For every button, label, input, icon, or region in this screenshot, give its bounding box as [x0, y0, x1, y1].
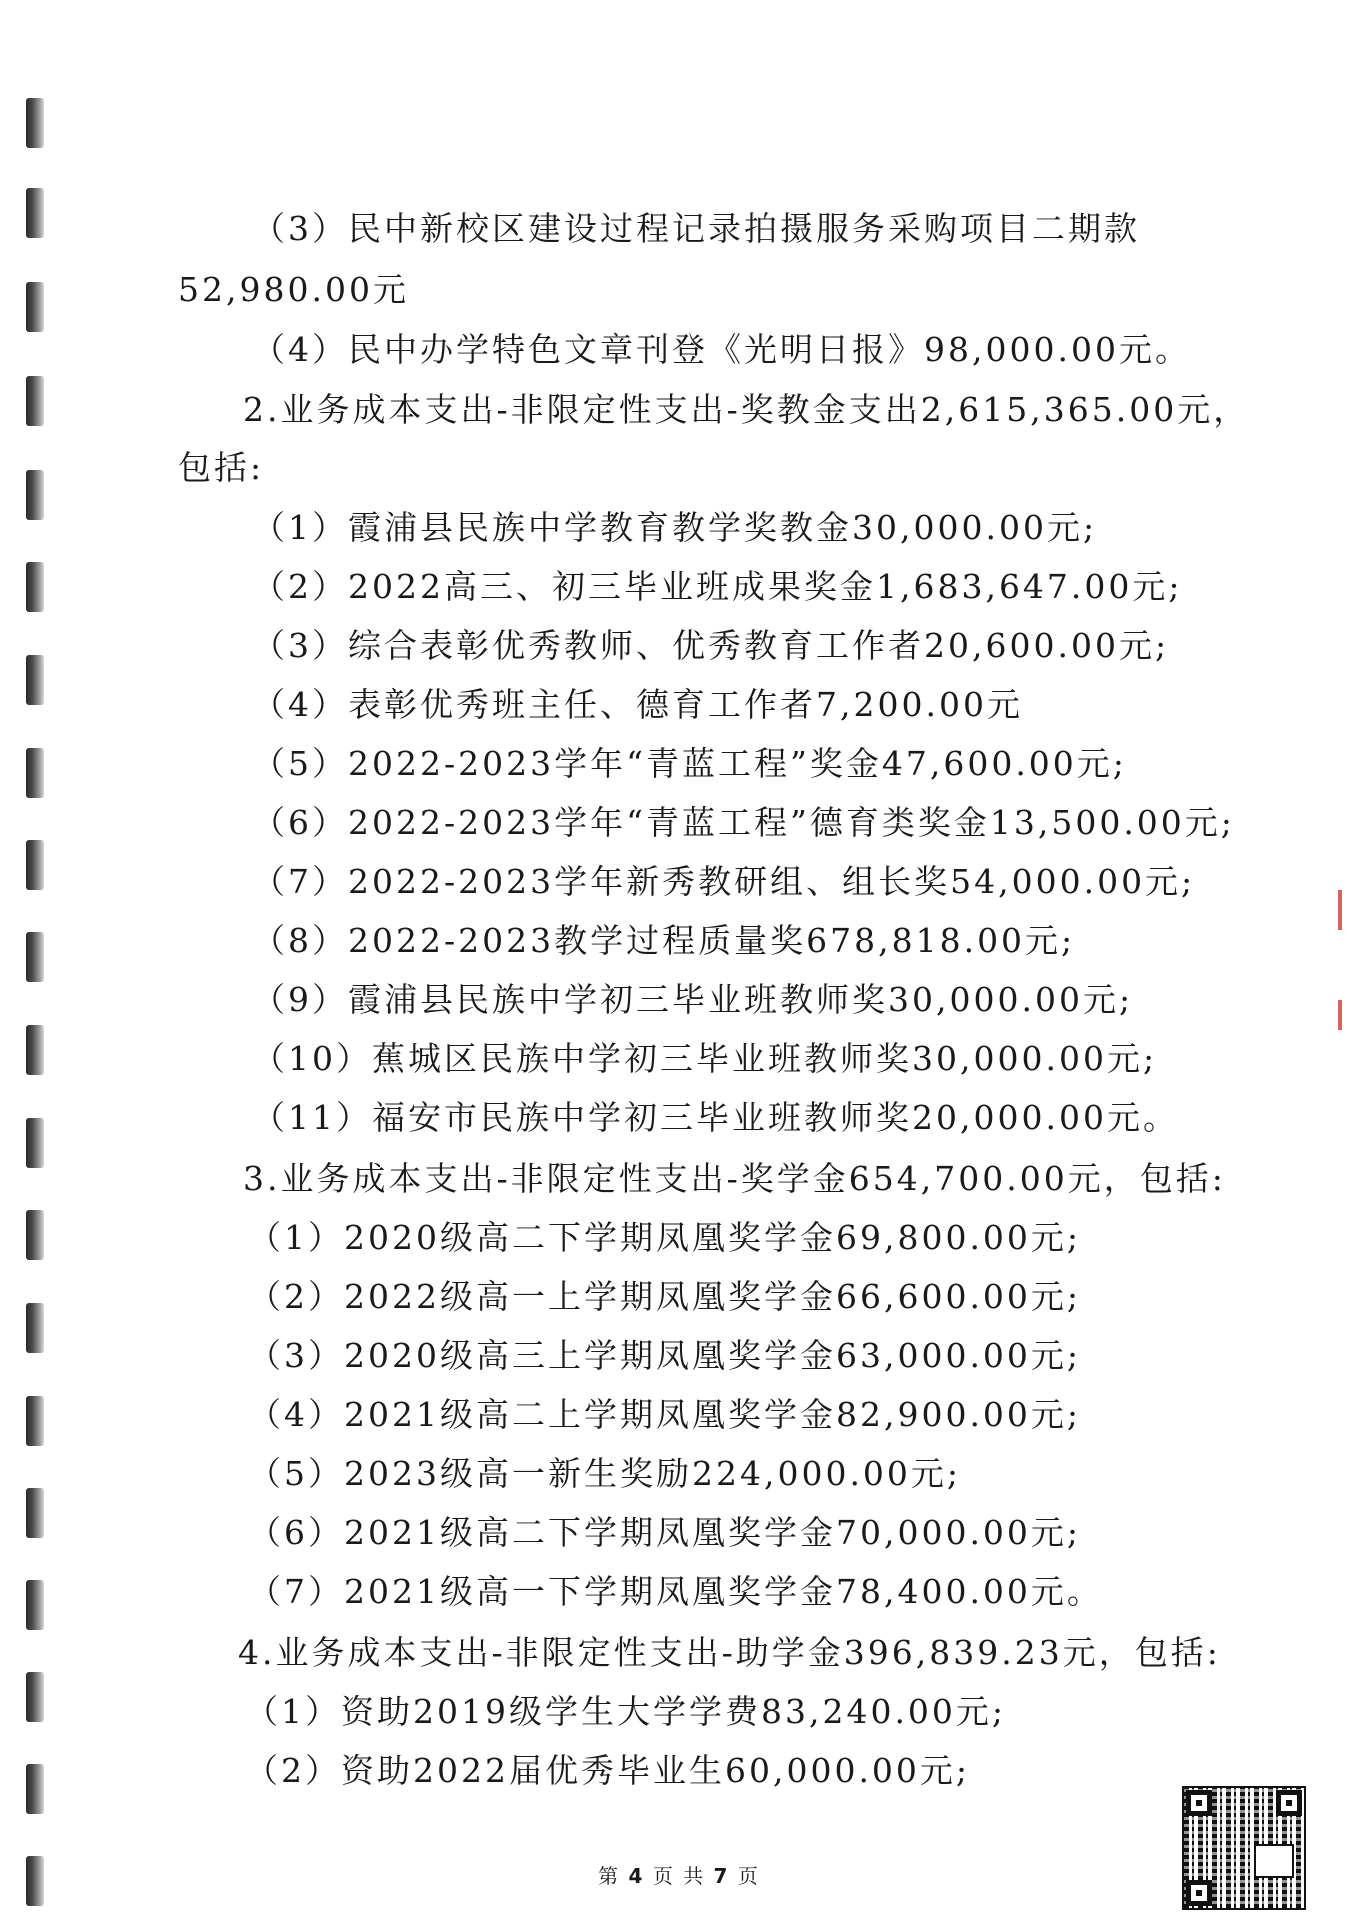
- footer-suffix: 页: [737, 1864, 760, 1888]
- text-line: （4）2021级高二上学期凤凰奖学金82,900.00元;: [248, 1395, 1082, 1434]
- text-line: （4）表彰优秀班主任、德育工作者7,200.00元: [252, 685, 1023, 724]
- text-line: （3）综合表彰优秀教师、优秀教育工作者20,600.00元;: [252, 626, 1170, 665]
- footer-prefix: 第: [598, 1864, 621, 1888]
- current-page-number: 4: [628, 1864, 645, 1888]
- text-line: 包括:: [178, 448, 265, 487]
- text-line: （6）2021级高二下学期凤凰奖学金70,000.00元;: [248, 1513, 1082, 1552]
- text-line: 52,980.00元: [178, 270, 409, 309]
- text-line: （11）福安市民族中学初三毕业班教师奖20,000.00元。: [252, 1098, 1179, 1137]
- text-line: （9）霞浦县民族中学初三毕业班教师奖30,000.00元;: [252, 980, 1134, 1019]
- text-line: 2.业务成本支出-非限定性支出-奖教金支出2,615,365.00元，: [243, 390, 1250, 429]
- text-line: （7）2021级高一下学期凤凰奖学金78,400.00元。: [248, 1572, 1103, 1611]
- text-line: （1）霞浦县民族中学教育教学奖教金30,000.00元;: [252, 508, 1098, 547]
- text-line: （1）资助2019级学生大学学费83,240.00元;: [245, 1692, 1007, 1731]
- text-line: （7）2022-2023学年新秀教研组、组长奖54,000.00元;: [252, 862, 1196, 901]
- text-line: （4）民中办学特色文章刊登《光明日报》98,000.00元。: [252, 330, 1191, 369]
- text-line: （8）2022-2023教学过程质量奖678,818.00元;: [252, 921, 1076, 960]
- text-line: （2）资助2022届优秀毕业生60,000.00元;: [245, 1751, 971, 1790]
- page-footer: [0, 1860, 1358, 1889]
- text-line: 4.业务成本支出-非限定性支出-助学金396,839.23元，包括:: [238, 1633, 1221, 1672]
- text-line: 3.业务成本支出-非限定性支出-奖学金654,700.00元，包括:: [243, 1159, 1226, 1198]
- text-line: （10）蕉城区民族中学初三毕业班教师奖30,000.00元;: [252, 1039, 1158, 1078]
- text-line: （2）2022高三、初三毕业班成果奖金1,683,647.00元;: [252, 567, 1183, 606]
- text-line: （3）2020级高三上学期凤凰奖学金63,000.00元;: [248, 1336, 1082, 1375]
- text-line: （6）2022-2023学年“青蓝工程”德育类奖金13,500.00元;: [252, 803, 1235, 842]
- qr-seal-badge: [1254, 1844, 1294, 1878]
- text-line: （5）2023级高一新生奖励224,000.00元;: [248, 1454, 962, 1493]
- footer-middle: 页 共: [652, 1864, 706, 1888]
- total-page-number: 7: [713, 1864, 730, 1888]
- text-line: （1）2020级高二下学期凤凰奖学金69,800.00元;: [248, 1218, 1082, 1257]
- text-line: （5）2022-2023学年“青蓝工程”奖金47,600.00元;: [252, 744, 1127, 783]
- verification-qr-code: [1182, 1786, 1306, 1910]
- qr-finder: [1186, 1880, 1212, 1906]
- text-line: （2）2022级高一上学期凤凰奖学金66,600.00元;: [248, 1277, 1082, 1316]
- text-line: （3）民中新校区建设过程记录拍摄服务采购项目二期款: [252, 209, 1140, 248]
- qr-finder: [1186, 1790, 1212, 1816]
- qr-finder: [1276, 1790, 1302, 1816]
